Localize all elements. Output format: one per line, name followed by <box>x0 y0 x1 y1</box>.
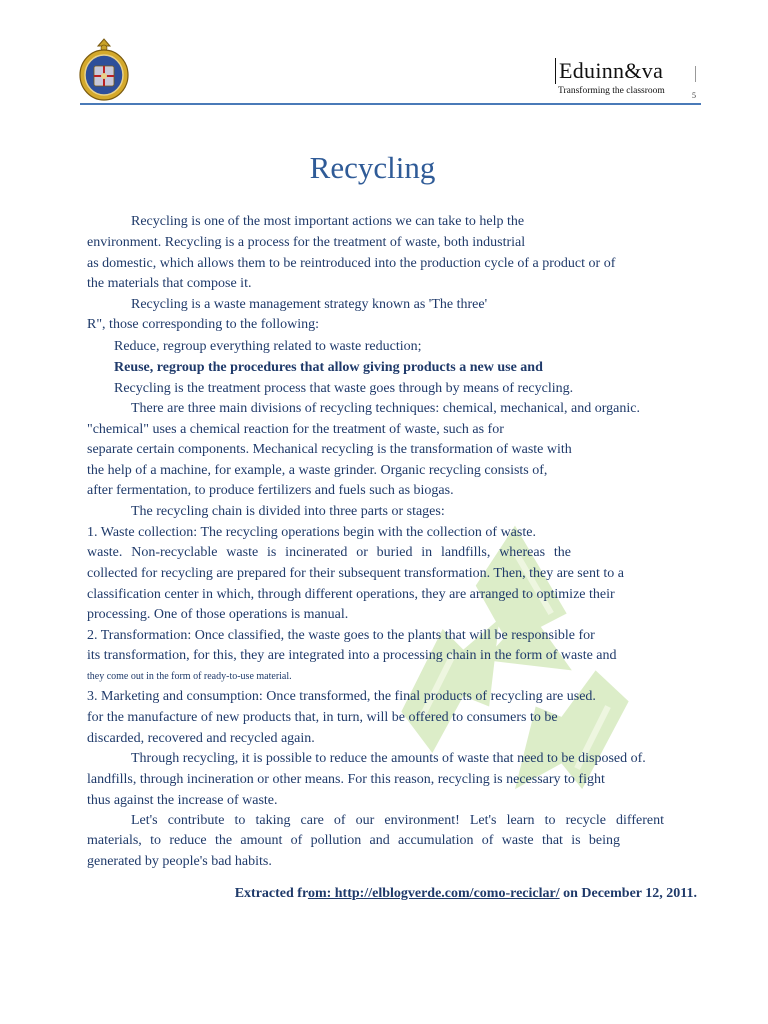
paragraph-line: collected for recycling are prepared for their subsequent transformation. Then, they are sent to a <box>87 566 624 581</box>
paragraph-line: after fermentation, to produce fertilizers and fuels such as biogas. <box>87 483 454 498</box>
paragraph-line: processing. One of those operations is manual. <box>87 607 349 622</box>
list-item <box>110 358 543 377</box>
page-title: Recycling <box>309 150 436 185</box>
header-rule <box>80 103 701 105</box>
paragraph-line: 3. Marketing and consumption: Once transformed, the final products of recycling are used. <box>87 689 596 704</box>
paragraph-line: its transformation, for this, they are integrated into a processing chain in the form of waste and <box>87 648 617 663</box>
source-date: on December 12, 2011. <box>559 886 697 901</box>
list-item <box>110 379 573 398</box>
paragraph-line: classification center in which, through different operations, they are arranged to optimize their <box>87 587 615 602</box>
paragraph-line: Through recycling, it is possible to reduce the amounts of waste that need to be disposed of. <box>131 751 646 766</box>
paragraph-line: the materials that compose it. <box>87 276 252 291</box>
paragraph-line: There are three main divisions of recycling techniques: chemical, mechanical, and organic. <box>131 401 640 416</box>
paragraph-line: Let's contribute to taking care of our environment! Let's learn to recycle different <box>131 813 664 828</box>
paragraph-line: The recycling chain is divided into three parts or stages: <box>131 504 445 519</box>
paragraph-line: thus against the increase of waste. <box>87 793 278 808</box>
list-item <box>110 337 422 356</box>
list-item-text: Reuse, regroup the procedures that allow giving products a new use and <box>114 360 543 375</box>
paragraph-line: waste. Non-recyclable waste is incinerated or buried in landfills, whereas the <box>87 545 571 560</box>
list-item-text: Recycling is the treatment process that waste goes through by means of recycling. <box>114 381 574 396</box>
paragraph-line: discarded, recovered and recycled again. <box>87 731 315 746</box>
paragraph-line: generated by people's bad habits. <box>87 854 272 869</box>
source-prefix: Extracted fr <box>234 886 308 901</box>
paragraph-line: "chemical" uses a chemical reaction for the treatment of waste, such as for <box>87 422 504 437</box>
header-divider <box>695 66 696 82</box>
paragraph-line: they come out in the form of ready-to-use material. <box>87 671 292 682</box>
source-citation <box>0 886 697 902</box>
paragraph-line: Recycling is one of the most important actions we can take to help the <box>131 214 525 229</box>
source-link[interactable]: om: http://elblogverde.com/como-reciclar/ <box>307 886 560 901</box>
brand-block <box>555 58 665 96</box>
paragraph-line: for the manufacture of new products that, in turn, will be offered to consumers to be <box>87 710 558 725</box>
university-crest-icon <box>78 36 130 102</box>
paragraph-line: 2. Transformation: Once classified, the waste goes to the plants that will be responsible for <box>87 628 595 643</box>
brand-name: Eduinn&va <box>555 58 665 84</box>
brand-tagline: Transforming the classroom <box>558 86 665 96</box>
list-item-text: Reduce, regroup everything related to waste reduction; <box>114 339 422 354</box>
paragraph-line: Recycling is a waste management strategy known as 'The three' <box>131 297 488 312</box>
paragraph-line: landfills, through incineration or other means. For this reason, recycling is necessary to fight <box>87 772 605 787</box>
paragraph-line: separate certain components. Mechanical recycling is the transformation of waste with <box>87 442 572 457</box>
paragraph-line: environment. Recycling is a process for the treatment of waste, both industrial <box>87 235 526 250</box>
paragraph-line: 1. Waste collection: The recycling operations begin with the collection of waste. <box>87 525 536 540</box>
paragraph-line: R", those corresponding to the following: <box>87 317 320 332</box>
page-number: 5 <box>692 91 696 100</box>
paragraph-line: the help of a machine, for example, a waste grinder. Organic recycling consists of, <box>87 463 548 478</box>
paragraph-line: as domestic, which allows them to be reintroduced into the production cycle of a product or of <box>87 256 616 271</box>
paragraph-line: materials, to reduce the amount of pollution and accumulation of waste that is being <box>87 833 620 848</box>
